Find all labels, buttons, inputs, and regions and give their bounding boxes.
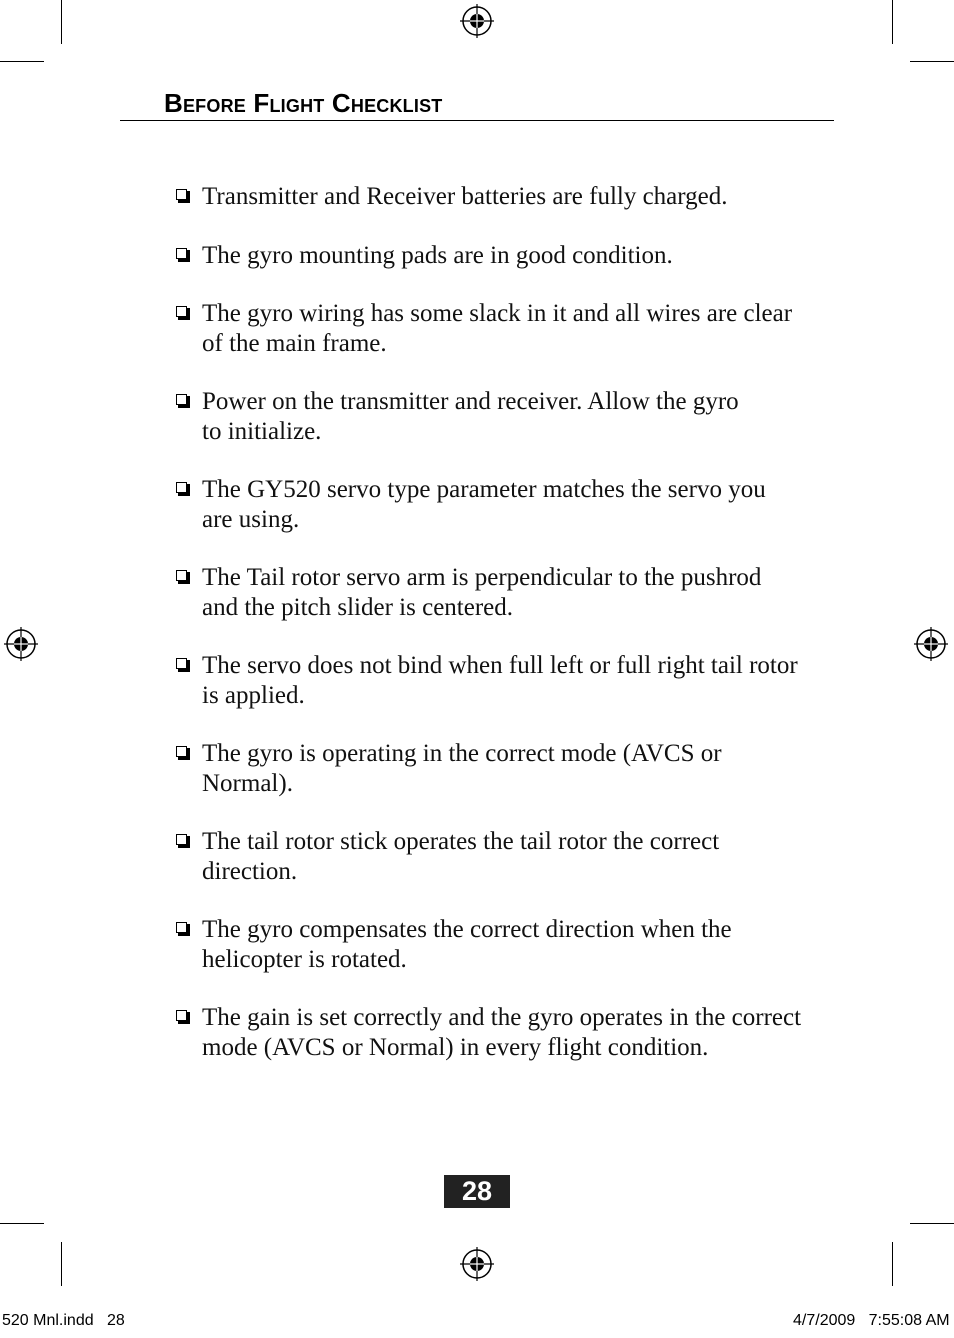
checklist-item: [176, 182, 836, 212]
crop-mark: [0, 1223, 44, 1224]
checkbox-icon[interactable]: [176, 306, 191, 321]
crop-mark: [61, 0, 62, 44]
checklist-line: The GY520 servo type parameter matches the servo you: [202, 476, 766, 503]
checklist-line: are using.: [202, 505, 300, 533]
checklist-line: mode (AVCS or Normal) in every flight condition.: [202, 1033, 709, 1061]
crop-mark: [892, 1242, 893, 1286]
crop-mark: [910, 61, 954, 62]
checklist-line: The gyro mounting pads are in good condition.: [202, 241, 673, 269]
checkbox-icon[interactable]: [176, 922, 191, 937]
page-title: Before Flight Checklist: [164, 88, 443, 118]
checklist-line: Power on the transmitter and receiver. Allow the gyro: [202, 388, 739, 415]
registration-mark-icon: [914, 627, 948, 661]
checkbox-icon[interactable]: [176, 658, 191, 673]
checklist-line: The tail rotor stick operates the tail rotor the correct: [202, 828, 720, 855]
title-rule: [120, 120, 834, 121]
checkbox-icon[interactable]: [176, 1010, 191, 1025]
checklist-item: [176, 827, 836, 886]
checklist-line: Normal).: [202, 769, 293, 797]
checklist-item: [176, 563, 836, 622]
checklist-line: The gyro wiring has some slack in it and all wires are clear: [202, 300, 793, 327]
checklist-item: [176, 651, 836, 710]
checklist-item: [176, 475, 836, 534]
page-number: 28: [444, 1175, 510, 1208]
registration-mark-icon: [460, 4, 494, 38]
crop-mark: [0, 61, 44, 62]
slug-file-info: 520 Mnl.indd 28: [2, 1312, 125, 1329]
crop-mark: [910, 1223, 954, 1224]
crop-mark: [61, 1242, 62, 1286]
checklist-item: [176, 915, 836, 974]
checklist-line: is applied.: [202, 681, 305, 709]
checkbox-icon[interactable]: [176, 248, 191, 263]
checklist-line: to initialize.: [202, 417, 322, 445]
checklist-line: of the main frame.: [202, 329, 387, 357]
checkbox-icon[interactable]: [176, 394, 191, 409]
registration-mark-icon: [4, 627, 38, 661]
checklist-item: [176, 241, 836, 271]
checklist: [176, 182, 836, 1091]
checklist-line: and the pitch slider is centered.: [202, 593, 513, 621]
crop-mark: [892, 0, 893, 44]
checkbox-icon[interactable]: [176, 189, 191, 204]
checkbox-icon[interactable]: [176, 834, 191, 849]
checklist-item: [176, 387, 836, 446]
checkbox-icon[interactable]: [176, 746, 191, 761]
checklist-line: The servo does not bind when full left or full right tail rotor: [202, 652, 798, 679]
slug-timestamp: 4/7/2009 7:55:08 AM: [793, 1312, 950, 1329]
checkbox-icon[interactable]: [176, 570, 191, 585]
checklist-line: The gain is set correctly and the gyro operates in the correct: [202, 1004, 802, 1031]
checklist-line: helicopter is rotated.: [202, 945, 407, 973]
checklist-line: The gyro is operating in the correct mode (AVCS or: [202, 740, 722, 767]
checklist-line: direction.: [202, 857, 298, 885]
checklist-item: [176, 739, 836, 798]
checklist-item: [176, 1003, 836, 1062]
checklist-line: Transmitter and Receiver batteries are fully charged.: [202, 183, 728, 210]
registration-mark-icon: [460, 1247, 494, 1281]
checklist-line: The gyro compensates the correct direction when the: [202, 916, 732, 943]
checkbox-icon[interactable]: [176, 482, 191, 497]
checklist-line: The Tail rotor servo arm is perpendicular to the pushrod: [202, 564, 762, 591]
checklist-item: [176, 299, 836, 358]
